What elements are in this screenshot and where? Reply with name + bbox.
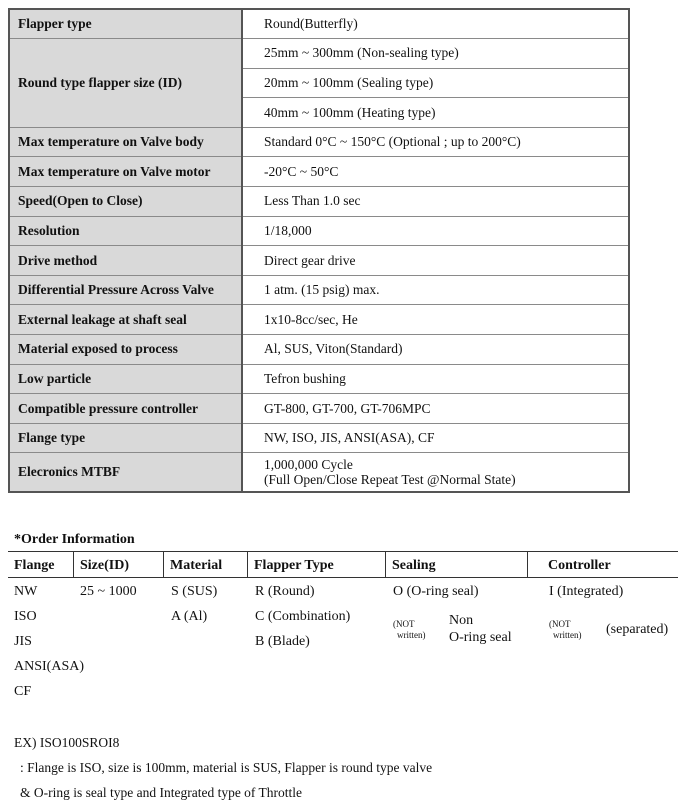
order-header-material: Material: [164, 551, 248, 578]
order-header-sealing: Sealing: [386, 551, 528, 578]
spec-value: 1x10-8cc/sec, He: [242, 305, 629, 335]
spec-label: Speed(Open to Close): [9, 187, 242, 217]
spec-value: 40mm ~ 100mm (Heating type): [242, 98, 629, 128]
order-flange-option: NW: [14, 584, 38, 599]
spec-value-line: (Full Open/Close Repeat Test @Normal State): [264, 472, 516, 488]
spec-label: Material exposed to process: [9, 335, 242, 365]
spec-value: 1/18,000: [242, 216, 629, 246]
spec-value: Standard 0°C ~ 150°C (Optional ; up to 200°C): [242, 127, 629, 157]
order-material-option: S (SUS): [171, 584, 218, 599]
order-flange-option: ISO: [14, 609, 37, 624]
spec-value: Less Than 1.0 sec: [242, 187, 629, 217]
spec-label: Resolution: [9, 216, 242, 246]
order-material-option: A (Al): [171, 609, 208, 624]
spec-label: Low particle: [9, 364, 242, 394]
spec-label: Max temperature on Valve motor: [9, 157, 242, 187]
spec-label: Max temperature on Valve body: [9, 127, 242, 157]
spec-label: Compatible pressure controller: [9, 394, 242, 424]
order-flange-option: JIS: [14, 634, 32, 649]
spec-value: -20°C ~ 50°C: [242, 157, 629, 187]
order-sealing-option: O (O-ring seal): [393, 584, 479, 599]
order-controller-option: (separated): [606, 622, 669, 637]
spec-label: Round type flapper size (ID): [9, 39, 242, 128]
spec-value: Tefron bushing: [242, 364, 629, 394]
order-controller-note: written): [553, 630, 582, 640]
order-sealing-option: O-ring seal: [449, 630, 512, 645]
spec-value: Al, SUS, Viton(Standard): [242, 335, 629, 365]
order-flapper-option: B (Blade): [255, 634, 310, 649]
order-sealing-note: written): [397, 630, 426, 640]
order-flapper-option: C (Combination): [255, 609, 351, 624]
spec-value: NW, ISO, JIS, ANSI(ASA), CF: [242, 423, 629, 453]
order-header-size: Size(ID): [74, 551, 164, 578]
spec-value: GT-800, GT-700, GT-706MPC: [242, 394, 629, 424]
order-header-flange: Flange: [8, 551, 74, 578]
example-line: & O-ring is seal type and Integrated type of Throttle: [20, 785, 303, 800]
order-controller-note: (NOT: [549, 619, 571, 629]
example-line: : Flange is ISO, size is 100mm, material is SUS, Flapper is round type valve: [20, 760, 433, 775]
order-sealing-note: (NOT: [393, 619, 415, 629]
order-flange-option: ANSI(ASA): [14, 659, 84, 674]
spec-table: [8, 8, 630, 493]
spec-value: [242, 453, 629, 492]
order-size-option: 25 ~ 1000: [80, 584, 137, 599]
spec-label: Flapper type: [9, 9, 242, 39]
spec-label: Elecronics MTBF: [9, 453, 242, 492]
order-header-flapper-type: Flapper Type: [248, 551, 386, 578]
spec-value-line: 1,000,000 Cycle: [264, 457, 353, 473]
order-sealing-option: Non: [449, 613, 474, 628]
spec-label: Differential Pressure Across Valve: [9, 275, 242, 305]
spec-value: Direct gear drive: [242, 246, 629, 276]
order-controller-option: I (Integrated): [549, 584, 624, 599]
spec-label: External leakage at shaft seal: [9, 305, 242, 335]
example-code: EX) ISO100SROI8: [14, 735, 120, 750]
order-flange-option: CF: [14, 684, 32, 699]
order-info-title: *Order Information: [14, 532, 135, 547]
spec-value: 1 atm. (15 psig) max.: [242, 275, 629, 305]
order-flapper-option: R (Round): [255, 584, 315, 599]
spec-value: Round(Butterfly): [242, 9, 629, 39]
spec-value: 20mm ~ 100mm (Sealing type): [242, 68, 629, 98]
order-header-controller: Controller: [528, 551, 678, 578]
spec-value: 25mm ~ 300mm (Non-sealing type): [242, 39, 629, 69]
spec-label: Flange type: [9, 423, 242, 453]
spec-label: Drive method: [9, 246, 242, 276]
